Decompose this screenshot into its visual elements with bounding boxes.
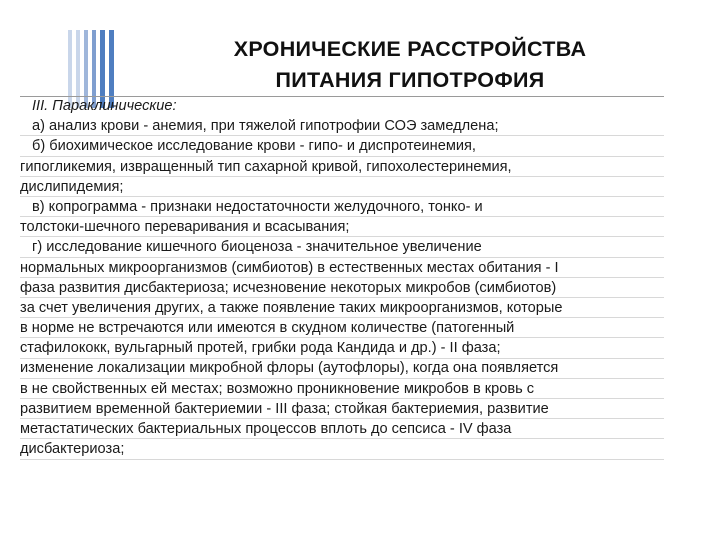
paragraph-c-line: толстоки-шечного переваривания и всасывания;	[20, 219, 350, 236]
text-rule-line	[20, 196, 664, 197]
text-rule-line	[20, 277, 664, 278]
slide-title-line-2: ПИТАНИЯ ГИПОТРОФИЯ	[275, 68, 545, 92]
slide-title	[150, 34, 670, 96]
section-heading: III. Параклинические:	[32, 98, 177, 114]
text-rule-line	[20, 358, 664, 359]
text-rule-line	[20, 257, 664, 258]
text-rule-line	[20, 176, 664, 177]
paragraph-b-line: дислипидемия;	[20, 178, 124, 195]
paragraph-d-line: в не свойственных ей местах; возможно проникновение микробов в кровь с	[20, 380, 535, 397]
slide-title-line-1: ХРОНИЧЕСКИЕ РАССТРОЙСТВА	[233, 37, 587, 61]
text-rule-line	[20, 236, 664, 237]
paragraph-b-line: гипогликемия, извращенный тип сахарной кривой, гипохолестеринемия,	[20, 158, 512, 175]
text-rule-line	[20, 156, 664, 157]
divider-line	[20, 96, 664, 97]
paragraph-d-line: г) исследование кишечного биоценоза - значительное увеличение	[32, 239, 482, 256]
paragraph-d-line: нормальных микроорганизмов (симбиотов) в естественных местах обитания - I	[20, 259, 559, 276]
paragraph-d-line: развитием временной бактериемии - III фаза; стойкая бактериемия, развитие	[20, 400, 549, 417]
text-rule-line	[20, 418, 664, 419]
paragraph-b-line: б) биохимическое исследование крови - гипо- и диспротеинемия,	[32, 138, 476, 155]
text-rule-line	[20, 337, 664, 338]
text-rule-line	[20, 398, 664, 399]
paragraph-d-line: метастатических бактериальных процессов вплоть до сепсиса - IV фаза	[20, 421, 512, 437]
text-rule-line	[20, 216, 664, 217]
text-rule-line	[20, 438, 664, 439]
paragraph-a-line: а) анализ крови - анемия, при тяжелой гипотрофии СОЭ замедлена;	[32, 118, 499, 135]
paragraph-d-line: стафилококк, вульгарный протей, грибки рода Кандида и др.) - II фаза;	[20, 340, 501, 357]
text-rule-line	[20, 317, 664, 318]
text-rule-line	[20, 459, 664, 460]
paragraph-d-line: дисбактериоза;	[20, 441, 125, 458]
paragraph-d-line: фаза развития дисбактериоза; исчезновение некоторых микробов (симбиотов)	[20, 279, 557, 296]
text-rule-line	[20, 297, 664, 298]
paragraph-c-line: в) копрограмма - признаки недостаточности желудочного, тонко- и	[32, 198, 483, 215]
paragraph-d-line: за счет увеличения других, а также появление таких микроорганизмов, которые	[20, 299, 563, 316]
paragraph-d-line: изменение локализации микробной флоры (аутофлоры), когда она появляется	[20, 360, 559, 377]
text-rule-line	[20, 135, 664, 136]
text-rule-line	[20, 378, 664, 379]
paragraph-d-line: в норме не встречаются или имеются в скудном количестве (патогенный	[20, 320, 515, 337]
